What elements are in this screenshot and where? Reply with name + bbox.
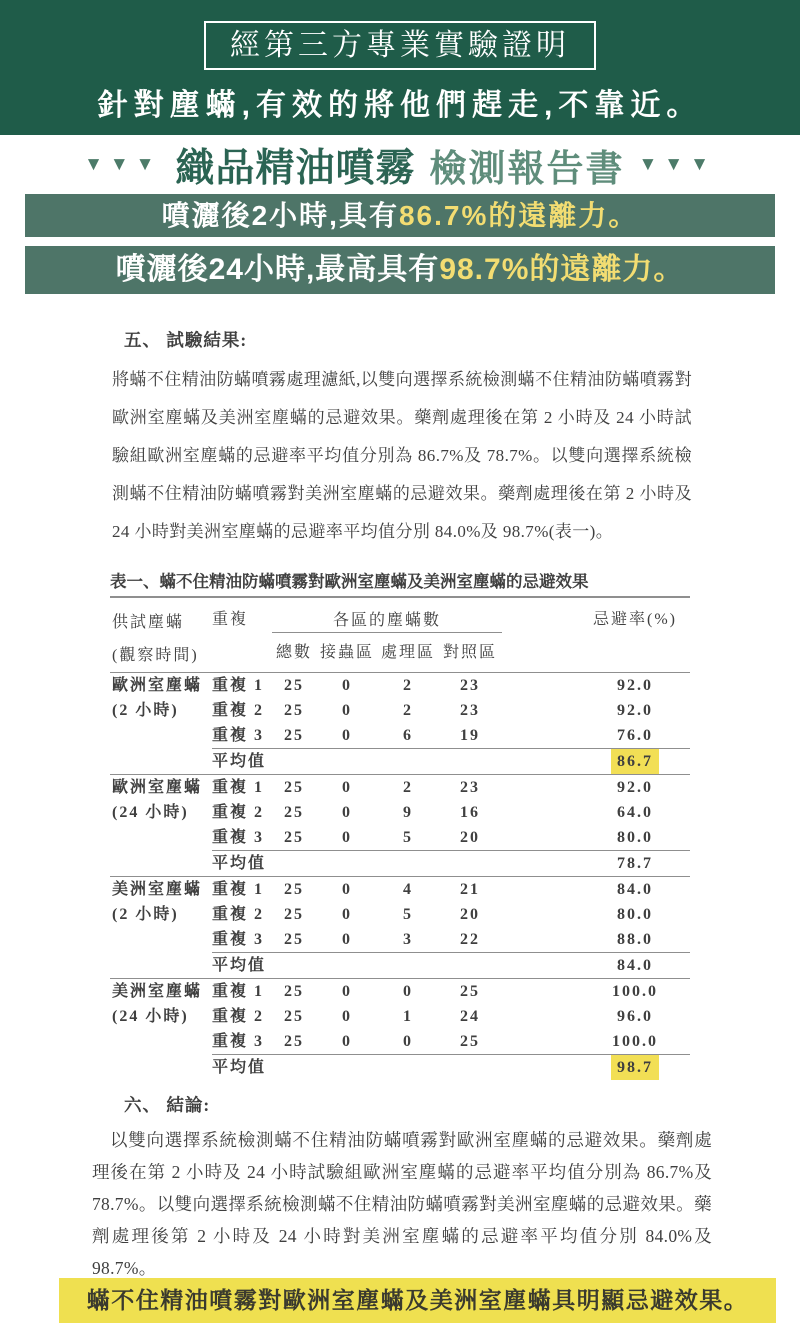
header-total: 總數 xyxy=(275,644,312,662)
insect-zone-cell: 0 xyxy=(342,702,352,719)
spacer-cell xyxy=(502,723,580,749)
table-row xyxy=(110,979,690,1005)
average-value: 78.7 xyxy=(617,855,654,872)
control-zone-cell: 23 xyxy=(438,775,502,801)
banner-24h-text: 噴灑後24小時,最高具有 xyxy=(115,253,440,286)
total-cell: 25 xyxy=(272,775,316,801)
banner-2h-text: 噴灑後2小時,具有 xyxy=(161,200,399,231)
report-document xyxy=(0,327,800,1284)
banner-24h-highlight: 98.7%的遠離力。 xyxy=(439,253,685,286)
insect-zone-cell: 0 xyxy=(342,931,352,948)
rate-cell: 64.0 xyxy=(617,804,654,821)
control-zone-cell: 23 xyxy=(460,702,480,719)
spacer-cell xyxy=(502,877,580,903)
mite-label-cell xyxy=(110,775,212,877)
footer-highlight: 蟎不住精油噴霧對歐洲室塵蟎及美洲室塵蟎具明顯忌避效果。 xyxy=(59,1278,776,1323)
replicate-cell: 重複 3 xyxy=(212,1033,265,1050)
total-cell: 25 xyxy=(284,1033,304,1050)
header-avoidance-rate: 忌避率(%) xyxy=(593,611,678,628)
treated-zone-cell: 0 xyxy=(378,979,438,1005)
rate-cell: 96.0 xyxy=(617,1008,654,1025)
header-mite-line1: 供試塵蟎 xyxy=(112,614,185,631)
control-zone-cell: 19 xyxy=(460,727,480,744)
insect-zone-cell: 0 xyxy=(316,979,378,1005)
header-replicate: 重複 xyxy=(212,611,249,628)
replicate-cell: 重複 1 xyxy=(212,877,272,903)
certified-badge-label: 經第三方專業實驗證明 xyxy=(230,29,570,62)
spacer-cell xyxy=(502,825,580,851)
total-cell: 25 xyxy=(284,1008,304,1025)
treated-zone-cell: 2 xyxy=(378,775,438,801)
treated-zone-cell: 1 xyxy=(403,1008,413,1025)
header-banner xyxy=(0,0,800,135)
treated-zone-cell: 9 xyxy=(403,804,413,821)
treated-zone-cell: 0 xyxy=(403,1033,413,1050)
replicate-cell: 重複 3 xyxy=(212,727,265,744)
replicate-cell: 重複 1 xyxy=(212,979,272,1005)
rate-cell: 84.0 xyxy=(580,877,690,903)
mite-name: 歐洲室塵蟎 xyxy=(112,677,203,694)
banner-2h-highlight: 86.7%的遠離力。 xyxy=(398,200,639,231)
header-treated-zone: 處理區 xyxy=(380,644,435,662)
results-table xyxy=(110,596,690,1080)
average-value-cell xyxy=(580,851,690,877)
replicate-cell: 重複 1 xyxy=(212,775,272,801)
table-header xyxy=(110,597,690,673)
rate-cell: 100.0 xyxy=(580,979,690,1005)
rate-cell: 92.0 xyxy=(617,702,654,719)
treated-zone-cell: 2 xyxy=(403,677,413,694)
triangle-icons-left: ▼▼▼ xyxy=(84,153,162,175)
header-insect-zone: 接蟲區 xyxy=(319,644,374,662)
insect-zone-cell: 0 xyxy=(342,1033,352,1050)
control-zone-cell: 20 xyxy=(460,829,480,846)
treated-zone-cell: 3 xyxy=(403,931,413,948)
treated-zone-cell: 5 xyxy=(403,906,413,923)
total-cell: 25 xyxy=(284,727,304,744)
spacer-cell xyxy=(502,1029,580,1055)
spacer-cell xyxy=(502,698,580,723)
results-heading: 五、 試驗結果: xyxy=(124,330,248,350)
treated-zone-cell: 5 xyxy=(403,829,413,846)
treated-zone-cell: 4 xyxy=(378,877,438,903)
total-cell: 25 xyxy=(284,906,304,923)
spacer-cell xyxy=(502,775,580,801)
total-cell: 25 xyxy=(284,931,304,948)
replicate-cell: 重複 2 xyxy=(212,1008,265,1025)
insect-zone-cell: 0 xyxy=(342,727,352,744)
spacer-cell xyxy=(502,1004,580,1029)
certified-badge xyxy=(204,21,596,70)
spacer-cell xyxy=(502,673,580,699)
replicate-cell: 重複 3 xyxy=(212,829,265,846)
conclusion-heading: 六、 結論: xyxy=(124,1095,211,1115)
insect-zone-cell: 0 xyxy=(342,677,352,694)
control-zone-cell: 25 xyxy=(460,1033,480,1050)
mite-name: 美洲室塵蟎 xyxy=(112,983,203,1000)
average-value: 98.7 xyxy=(611,1055,659,1080)
replicate-cell: 重複 3 xyxy=(212,931,265,948)
product-name: 織品精油噴霧 xyxy=(175,146,416,190)
rate-cell: 92.0 xyxy=(580,775,690,801)
control-zone-cell: 16 xyxy=(460,804,480,821)
total-cell: 25 xyxy=(272,877,316,903)
insect-zone-cell: 0 xyxy=(342,804,352,821)
average-label-cell: 平均值 xyxy=(212,749,580,775)
mite-time: (2 小時) xyxy=(112,702,179,719)
table-body xyxy=(110,673,690,1081)
mite-label-cell xyxy=(110,877,212,979)
mite-label-cell xyxy=(110,673,212,775)
insect-zone-cell: 0 xyxy=(316,775,378,801)
replicate-cell: 重複 1 xyxy=(212,677,265,694)
replicate-cell: 重複 2 xyxy=(212,804,265,821)
table-row xyxy=(110,673,690,699)
control-zone-cell: 25 xyxy=(438,979,502,1005)
triangle-icons-right: ▼▼▼ xyxy=(638,153,716,175)
header-mite-line2: (觀察時間) xyxy=(112,647,199,664)
total-cell: 25 xyxy=(284,702,304,719)
mite-name: 歐洲室塵蟎 xyxy=(112,779,203,796)
average-value: 84.0 xyxy=(617,957,654,974)
rate-cell: 100.0 xyxy=(612,1033,659,1050)
mite-time: (2 小時) xyxy=(112,906,179,923)
control-zone-cell: 23 xyxy=(460,677,480,694)
control-zone-cell: 22 xyxy=(460,931,480,948)
rate-cell: 80.0 xyxy=(617,829,654,846)
average-value: 86.7 xyxy=(611,749,659,774)
control-zone-cell: 20 xyxy=(460,906,480,923)
average-label-cell: 平均值 xyxy=(212,1055,580,1081)
rate-cell: 92.0 xyxy=(617,677,654,694)
mite-time: (24 小時) xyxy=(112,1008,189,1025)
table-row xyxy=(110,775,690,801)
spacer-cell xyxy=(502,902,580,927)
average-value-cell xyxy=(580,1055,690,1081)
mite-name: 美洲室塵蟎 xyxy=(112,881,203,898)
results-paragraph: 將蟎不住精油防蟎噴霧處理濾紙,以雙向選擇系統檢測蟎不住精油防蟎噴霧對歐洲室塵蟎及美洲室塵蟎的忌避效果。藥劑處理後在第 2 小時及 24 小時試驗組歐洲室塵蟎的忌避率平均值分別為 86.7%及 78.7%。以雙向選擇系統檢測蟎不住精油防蟎噴霧對美洲室塵蟎的忌避效果。藥劑處理後在第 2 小時及 24 小時對美洲室塵蟎的忌避率平均值分別 84.0%及 98.7%(表一)。 xyxy=(112,370,692,541)
header-control-zone: 對照區 xyxy=(443,644,498,662)
rate-cell: 88.0 xyxy=(617,931,654,948)
table-row xyxy=(110,877,690,903)
table-title: 表一、蟎不住精油防蟎噴霧對歐洲室塵蟎及美洲室塵蟎的忌避效果 xyxy=(110,572,589,591)
total-cell: 25 xyxy=(272,979,316,1005)
spacer-cell xyxy=(502,927,580,953)
average-label-cell: 平均值 xyxy=(212,953,580,979)
total-cell: 25 xyxy=(284,677,304,694)
mite-label-cell xyxy=(110,979,212,1081)
control-zone-cell: 21 xyxy=(438,877,502,903)
rate-cell: 80.0 xyxy=(617,906,654,923)
average-value-cell xyxy=(580,749,690,775)
treated-zone-cell: 2 xyxy=(403,702,413,719)
report-name: 檢測報告書 xyxy=(429,147,625,189)
spacer-cell xyxy=(502,979,580,1005)
header-mite-counts: 各區的塵蟎數 xyxy=(272,597,502,633)
total-cell: 25 xyxy=(284,829,304,846)
total-cell: 25 xyxy=(284,804,304,821)
average-label-cell: 平均值 xyxy=(212,851,580,877)
insect-zone-cell: 0 xyxy=(342,906,352,923)
rate-cell: 76.0 xyxy=(617,727,654,744)
average-value-cell xyxy=(580,953,690,979)
result-banner-2h xyxy=(25,194,775,237)
control-zone-cell: 24 xyxy=(460,1008,480,1025)
insect-zone-cell: 0 xyxy=(342,1008,352,1025)
replicate-cell: 重複 2 xyxy=(212,702,265,719)
spacer-cell xyxy=(502,800,580,825)
replicate-cell: 重複 2 xyxy=(212,906,265,923)
mite-time: (24 小時) xyxy=(112,804,189,821)
conclusion-paragraph: 以雙向選擇系統檢測蟎不住精油防蟎噴霧對歐洲室塵蟎的忌避效果。藥劑處理後在第 2 小時及 24 小時試驗組歐洲室塵蟎的忌避率平均值分別為 86.7%及 78.7%。以雙向選擇系統檢測蟎不住精油防蟎噴霧對美洲室塵蟎的忌避效果。藥劑處理後第 2 小時及 24 小時對美洲室塵蟎的忌避率平均值分別 84.0%及 98.7%。 xyxy=(92,1130,712,1278)
insect-zone-cell: 0 xyxy=(316,877,378,903)
insect-zone-cell: 0 xyxy=(342,829,352,846)
header-spacer xyxy=(502,597,580,673)
result-banner-24h xyxy=(25,246,775,294)
treated-zone-cell: 6 xyxy=(403,727,413,744)
header-mite-col xyxy=(110,597,212,673)
tagline: 針對塵蟎,有效的將他們趕走,不靠近。 xyxy=(97,89,703,122)
report-title-row xyxy=(0,135,800,194)
